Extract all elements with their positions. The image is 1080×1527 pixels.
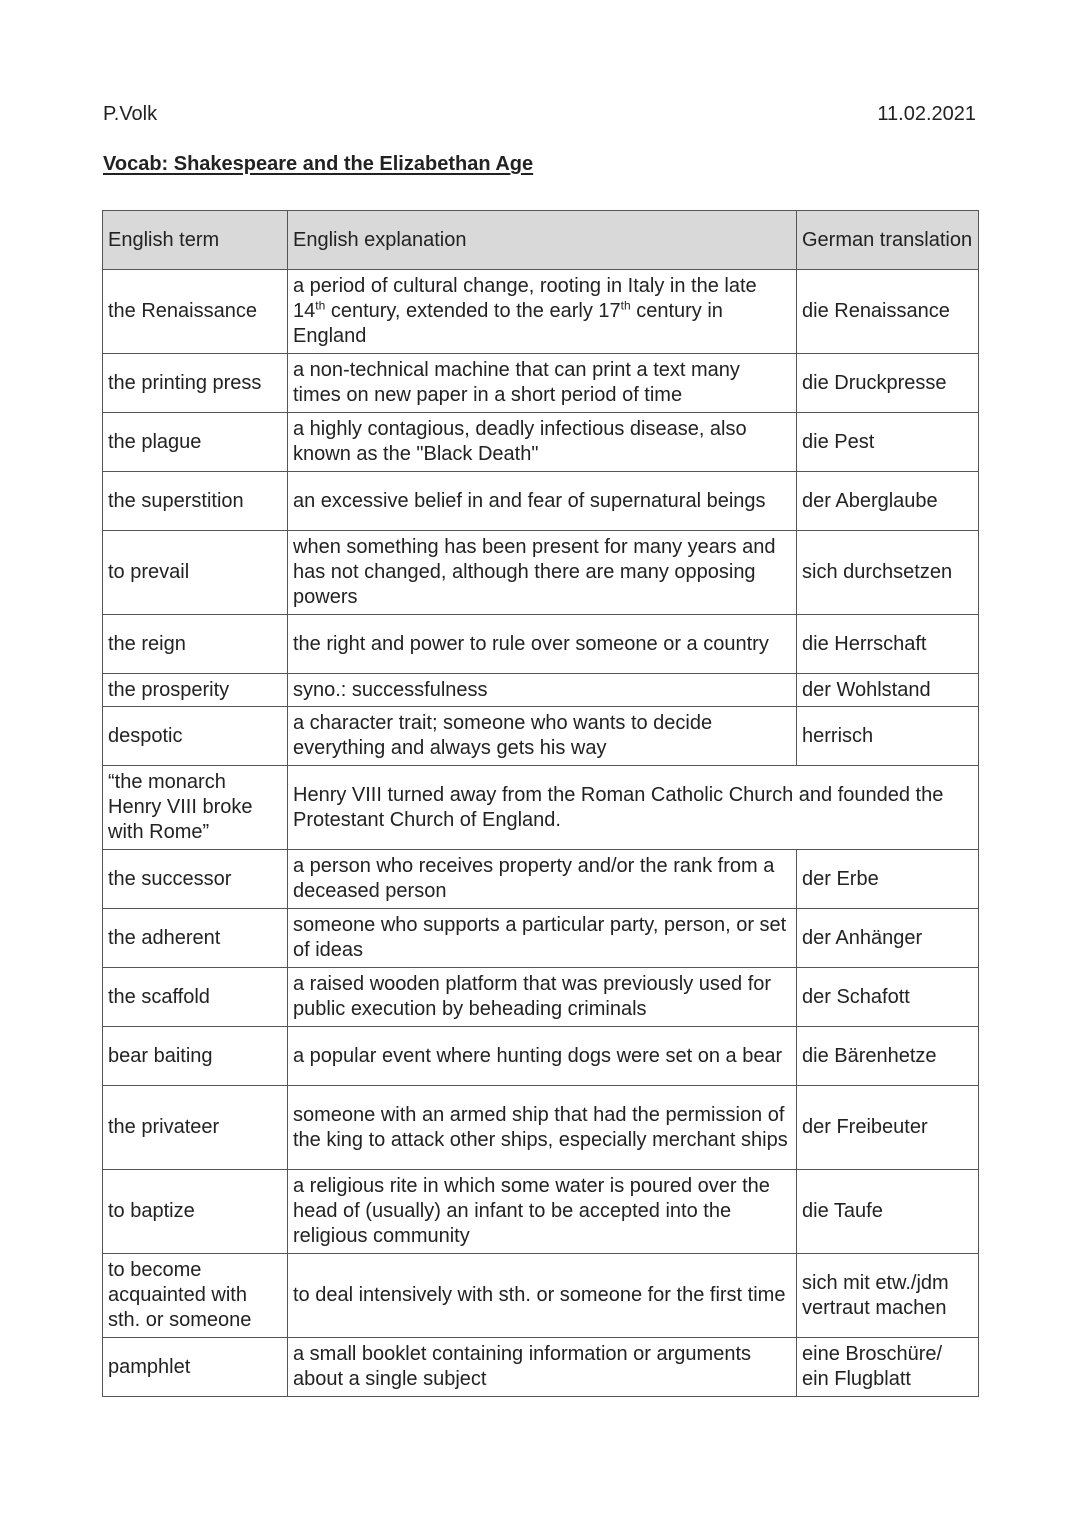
explanation-cell: a highly contagious, deadly infectious disease, also known as the "Black Death"	[288, 413, 797, 472]
explanation-cell: Henry VIII turned away from the Roman Catholic Church and founded the Protestant Church of England.	[288, 766, 979, 850]
term-cell: “the monarch Henry VIII broke with Rome”	[103, 766, 288, 850]
term-cell: the printing press	[103, 354, 288, 413]
german-cell: der Wohlstand	[797, 674, 979, 707]
table-row	[103, 531, 979, 615]
term-cell: the prosperity	[103, 674, 288, 707]
german-cell: eine Broschüre/ ein Flugblatt	[797, 1338, 979, 1397]
german-cell: sich mit etw./jdm vertraut machen	[797, 1254, 979, 1338]
term-cell: to prevail	[103, 531, 288, 615]
column-header-english-explanation: English explanation	[288, 211, 797, 270]
explanation-cell: a raised wooden platform that was previously used for public execution by beheading criminals	[288, 968, 797, 1027]
term-cell: the scaffold	[103, 968, 288, 1027]
german-cell: die Pest	[797, 413, 979, 472]
explanation-cell: a person who receives property and/or the rank from a deceased person	[288, 850, 797, 909]
table-row	[103, 1254, 979, 1338]
table-row	[103, 968, 979, 1027]
german-cell: der Aberglaube	[797, 472, 979, 531]
table-row	[103, 707, 979, 766]
explanation-cell: when something has been present for many years and has not changed, although there are many opposing powers	[288, 531, 797, 615]
explanation-cell: a small booklet containing information or arguments about a single subject	[288, 1338, 797, 1397]
german-cell: der Schafott	[797, 968, 979, 1027]
term-cell: the reign	[103, 615, 288, 674]
table-row	[103, 354, 979, 413]
document-title: Vocab: Shakespeare and the Elizabethan Age	[103, 153, 534, 175]
vocab-table	[102, 210, 979, 1397]
german-cell: der Erbe	[797, 850, 979, 909]
german-cell: sich durchsetzen	[797, 531, 979, 615]
term-cell: the superstition	[103, 472, 288, 531]
table-row	[103, 1170, 979, 1254]
term-cell: despotic	[103, 707, 288, 766]
term-cell: the plague	[103, 413, 288, 472]
author-name: P.Volk	[103, 103, 158, 125]
term-cell: bear baiting	[103, 1027, 288, 1086]
term-cell: the Renaissance	[103, 270, 288, 354]
german-cell: der Freibeuter	[797, 1086, 979, 1170]
term-cell: to baptize	[103, 1170, 288, 1254]
german-cell: die Taufe	[797, 1170, 979, 1254]
term-cell: the successor	[103, 850, 288, 909]
term-cell: to become acquainted with sth. or someone	[103, 1254, 288, 1338]
german-cell: die Herrschaft	[797, 615, 979, 674]
german-cell: herrisch	[797, 707, 979, 766]
explanation-cell: a non-technical machine that can print a text many times on new paper in a short period of time	[288, 354, 797, 413]
table-row	[103, 270, 979, 354]
table-row	[103, 674, 979, 707]
german-cell: der Anhänger	[797, 909, 979, 968]
explanation-cell: a character trait; someone who wants to decide everything and always gets his way	[288, 707, 797, 766]
explanation-cell: to deal intensively with sth. or someone for the first time	[288, 1254, 797, 1338]
explanation-cell: a religious rite in which some water is poured over the head of (usually) an infant to be accepted into the religious community	[288, 1170, 797, 1254]
column-header-german-translation: German translation	[797, 211, 979, 270]
table-row	[103, 413, 979, 472]
term-cell: pamphlet	[103, 1338, 288, 1397]
german-cell: die Renaissance	[797, 270, 979, 354]
table-row	[103, 766, 979, 850]
explanation-cell: a popular event where hunting dogs were set on a bear	[288, 1027, 797, 1086]
table-row	[103, 472, 979, 531]
explanation-cell: syno.: successfulness	[288, 674, 797, 707]
explanation-cell: the right and power to rule over someone or a country	[288, 615, 797, 674]
explanation-text: century, extended to the early 17	[325, 300, 621, 322]
german-cell: die Bärenhetze	[797, 1027, 979, 1086]
table-row	[103, 850, 979, 909]
table-header-row	[103, 211, 979, 270]
table-row	[103, 615, 979, 674]
term-cell: the privateer	[103, 1086, 288, 1170]
document-date: 11.02.2021	[877, 103, 976, 125]
explanation-text: century in England	[293, 300, 723, 347]
column-header-english-term: English term	[103, 211, 288, 270]
term-cell: the adherent	[103, 909, 288, 968]
explanation-text: a period of cultural change, rooting in Italy in the late 14	[293, 275, 757, 322]
table-row	[103, 909, 979, 968]
explanation-cell	[288, 270, 797, 354]
german-cell: die Druckpresse	[797, 354, 979, 413]
ordinal-suffix: th	[315, 298, 326, 313]
table-row	[103, 1027, 979, 1086]
ordinal-suffix: th	[620, 298, 631, 313]
explanation-cell: someone with an armed ship that had the permission of the king to attack other ships, especially merchant ships	[288, 1086, 797, 1170]
explanation-cell: someone who supports a particular party, person, or set of ideas	[288, 909, 797, 968]
table-row	[103, 1086, 979, 1170]
table-row	[103, 1338, 979, 1397]
explanation-cell: an excessive belief in and fear of supernatural beings	[288, 472, 797, 531]
